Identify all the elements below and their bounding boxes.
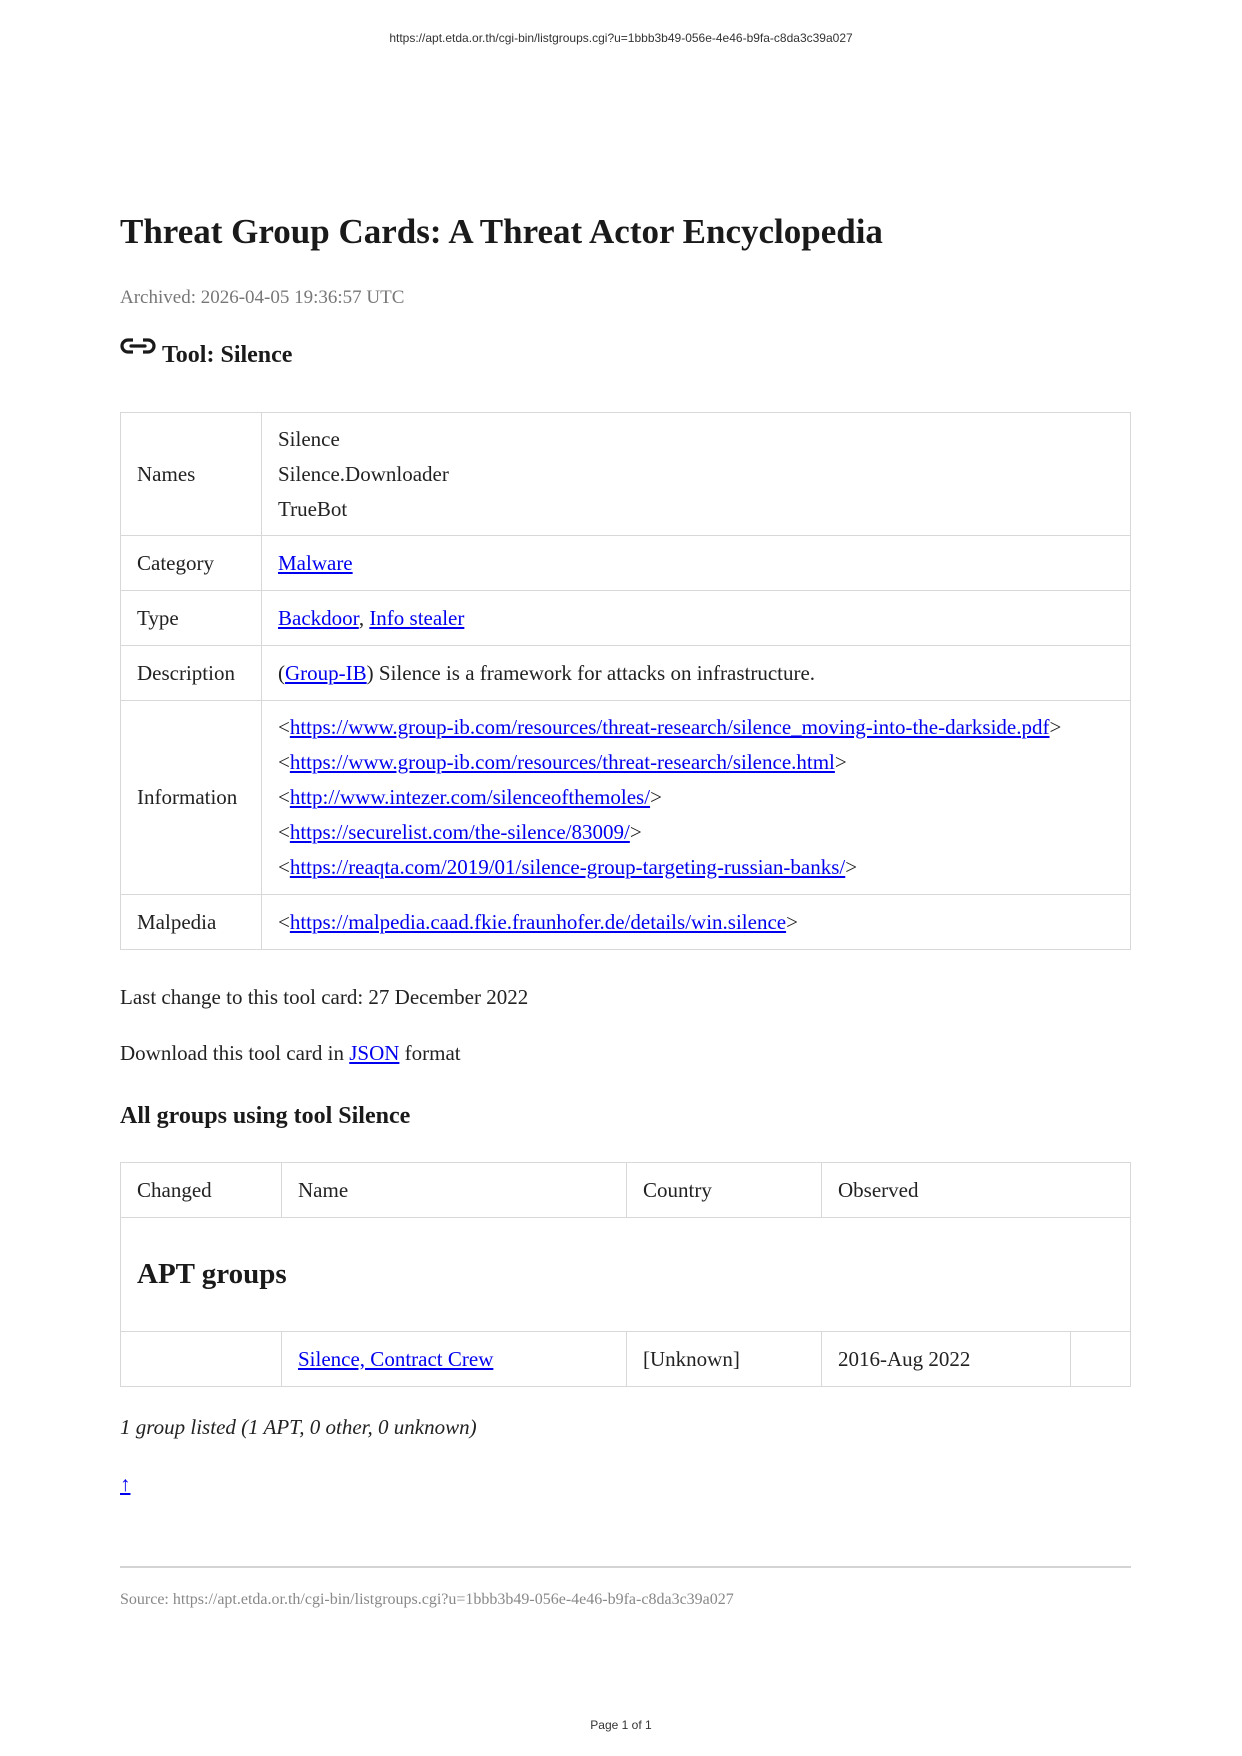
source-url: Source: https://apt.etda.or.th/cgi-bin/listgroups.cgi?u=1bbb3b49-056e-4e46-b9fa-c8da3c39a027	[120, 1591, 734, 1608]
row-name	[282, 1332, 627, 1387]
information-item	[278, 745, 1114, 780]
description-row	[121, 646, 1131, 701]
column-header-country: Country	[627, 1163, 822, 1218]
column-header-changed: Changed	[121, 1163, 282, 1218]
information-label: Information	[121, 701, 262, 895]
angle-close: >	[650, 785, 662, 809]
name-item: TrueBot	[278, 496, 348, 521]
information-link[interactable]: https://securelist.com/the-silence/83009/	[289, 820, 630, 844]
angle-open: <	[278, 715, 290, 739]
type-label: Type	[121, 591, 262, 646]
name-item: Silence.Downloader	[278, 461, 449, 486]
information-item	[278, 850, 1114, 885]
page-number: Page 1 of 1	[590, 1718, 652, 1732]
footer-divider	[120, 1566, 1131, 1568]
groups-header-row	[121, 1163, 1131, 1218]
angle-close: >	[834, 750, 847, 774]
information-link[interactable]: http://www.intezer.com/silenceofthemoles/	[289, 785, 651, 809]
tool-info-table	[120, 412, 1131, 950]
angle-close: >	[786, 909, 798, 934]
angle-open: <	[278, 785, 290, 809]
back-to-top-link[interactable]: ↑	[120, 1472, 131, 1496]
malpedia-row	[121, 895, 1131, 950]
groups-summary: 1 group listed (1 APT, 0 other, 0 unknown)	[120, 1415, 477, 1439]
category-link-malware[interactable]: Malware	[278, 550, 353, 575]
category-label: Category	[121, 536, 262, 591]
archived-timestamp: Archived: 2026-04-05 19:36:57 UTC	[120, 287, 405, 308]
names-value	[262, 413, 1131, 536]
group-link-silence[interactable]: Silence, Contract Crew	[298, 1346, 494, 1371]
table-row	[121, 1332, 1131, 1387]
angle-close: >	[629, 820, 642, 844]
download-suffix: format	[399, 1041, 461, 1065]
type-separator: ,	[358, 605, 370, 630]
groups-table	[120, 1162, 1131, 1387]
names-label: Names	[121, 413, 262, 536]
section-row-apt	[121, 1218, 1131, 1332]
print-header-url: https://apt.etda.or.th/cgi-bin/listgroups.cgi?u=1bbb3b49-056e-4e46-b9fa-c8da3c39a027	[389, 31, 853, 45]
last-change-text: Last change to this tool card: 27 December 2022	[120, 985, 529, 1009]
type-link-info-stealer[interactable]: Info stealer	[369, 605, 465, 630]
row-observed: 2016-Aug 2022	[822, 1332, 1071, 1387]
type-value	[262, 591, 1131, 646]
information-row	[121, 701, 1131, 895]
angle-open: <	[278, 855, 290, 879]
description-source-link[interactable]: Group-IB	[285, 660, 367, 685]
column-header-name: Name	[282, 1163, 627, 1218]
column-header-observed: Observed	[822, 1163, 1131, 1218]
information-item	[278, 710, 1114, 745]
angle-close: >	[1049, 715, 1062, 739]
malpedia-value	[262, 895, 1131, 950]
description-text: ) Silence is a framework for attacks on infrastructure.	[366, 660, 816, 685]
angle-open: <	[278, 820, 290, 844]
download-prefix: Download this tool card in	[120, 1041, 350, 1065]
row-extra	[1071, 1332, 1131, 1387]
link-icon	[120, 335, 156, 361]
json-download-link[interactable]: JSON	[349, 1041, 400, 1065]
information-item	[278, 815, 1114, 850]
description-value	[262, 646, 1131, 701]
row-changed	[121, 1332, 282, 1387]
malpedia-link[interactable]: https://malpedia.caad.fkie.fraunhofer.de/details/win.silence	[289, 909, 787, 934]
information-link[interactable]: https://www.group-ib.com/resources/threat-research/silence.html	[289, 750, 835, 774]
type-link-backdoor[interactable]: Backdoor	[278, 605, 359, 630]
name-item: Silence	[278, 426, 340, 451]
download-line	[120, 1041, 461, 1066]
description-label: Description	[121, 646, 262, 701]
tool-heading	[120, 342, 292, 369]
angle-open: <	[278, 750, 290, 774]
row-country: [Unknown]	[627, 1332, 822, 1387]
information-value	[262, 701, 1131, 895]
angle-close: >	[845, 855, 858, 879]
information-link[interactable]: https://www.group-ib.com/resources/threat-research/silence_moving-into-the-darkside.pdf	[289, 715, 1050, 739]
information-link[interactable]: https://reaqta.com/2019/01/silence-group-targeting-russian-banks/	[289, 855, 846, 879]
category-value	[262, 536, 1131, 591]
section-title-apt-groups: APT groups	[121, 1218, 1131, 1332]
page-title: Threat Group Cards: A Threat Actor Encyclopedia	[120, 212, 883, 251]
description-open-paren: (	[278, 660, 285, 685]
category-row	[121, 536, 1131, 591]
tool-heading-text: Tool: Silence	[162, 342, 293, 368]
angle-open: <	[278, 909, 290, 934]
information-item	[278, 780, 1114, 815]
names-row	[121, 413, 1131, 536]
malpedia-label: Malpedia	[121, 895, 262, 950]
groups-heading: All groups using tool Silence	[120, 1103, 411, 1129]
type-row	[121, 591, 1131, 646]
